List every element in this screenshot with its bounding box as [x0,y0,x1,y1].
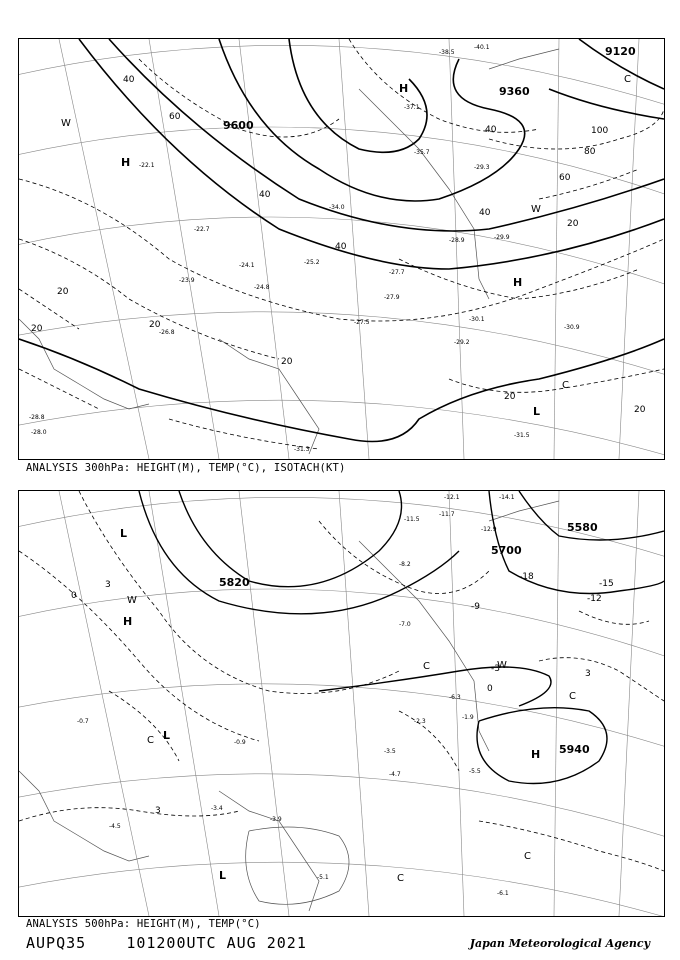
temp-sample: -24.8 [254,284,270,291]
height-contours [139,491,664,784]
isotach-label: 40 [335,242,347,252]
temp-sample: -40.1 [474,44,490,51]
temp-sample: -27.7 [389,269,405,276]
valid-time: 101200UTC AUG 2021 [126,934,307,952]
isotherm-label: 0 [71,591,77,601]
low-center-marker: L [120,527,128,540]
temp-sample: -23.9 [179,277,195,284]
isotherm-label: 0 [487,684,493,694]
temp-sample: -29.3 [474,164,490,171]
isotherm-label: 3 [105,580,111,590]
temp-sample: -14.1 [499,494,515,501]
temp-sample: -3.5 [384,748,396,755]
temp-sample: -0.7 [77,718,89,725]
temp-sample: -26.8 [159,329,175,336]
high-center-marker: H [513,276,523,289]
temp-sample: -27.9 [384,294,400,301]
temp-sample: -35.7 [414,149,430,156]
height-label: 9120 [605,45,636,58]
chart-code-and-time [26,934,307,952]
height-label: 9600 [223,119,254,132]
temp-sample: -12.1 [444,494,460,501]
temp-sample: -37.1 [404,104,420,111]
height-label: 5580 [567,521,598,534]
warm-center-marker: W [61,118,71,129]
temp-sample: -34.0 [329,204,345,211]
isotherm-label: -9 [471,602,480,612]
agency-name: Japan Meteorological Agency [469,937,650,950]
map-300hpa-svg [19,39,664,459]
isotach-label: 20 [567,219,579,229]
cold-center-marker: C [397,873,404,884]
warm-center-marker: W [531,204,541,215]
warm-center-marker: W [497,660,507,671]
cold-center-marker: C [147,735,154,746]
temp-sample: -8.2 [399,561,411,568]
isotherm-label: 3 [155,806,161,816]
cold-center-marker: C [524,851,531,862]
isotach-label: 60 [169,112,181,122]
temp-sample: -30.9 [564,324,580,331]
high-center-marker: H [399,82,409,95]
temp-sample: -24.1 [239,262,255,269]
temp-sample: -3.4 [211,805,223,812]
temp-sample: -31.5 [514,432,530,439]
isotach-label: 40 [259,190,271,200]
isotach-label: 20 [57,287,69,297]
temp-sample: -27.5 [354,319,370,326]
height-label: 5820 [219,576,250,589]
temp-sample: -4.7 [389,771,401,778]
low-center-marker: L [533,405,541,418]
temp-sample: -28.9 [449,237,465,244]
temp-sample: -6.3 [449,694,461,701]
isotherm-label: -3 [491,664,500,674]
isotach-label: 100 [591,126,609,136]
temp-sample: -29.9 [494,234,510,241]
isotach-label: 20 [31,324,43,334]
warm-center-marker: W [127,595,137,606]
height-label: 9360 [499,85,530,98]
temp-sample: -1.9 [462,714,474,721]
isotach-label: 80 [584,147,596,157]
cold-center-marker: C [423,661,430,672]
temp-sample: -4.5 [109,823,121,830]
low-center-marker: L [219,869,227,882]
graticule [19,491,664,916]
isotach-label: 20 [634,405,646,415]
temp-sample: -2.3 [414,718,426,725]
high-center-marker: H [123,615,133,628]
temp-sample: -30.1 [469,316,485,323]
temp-sample: -38.5 [439,49,455,56]
temp-sample: -6.1 [497,890,509,897]
temp-sample: -29.2 [454,339,470,346]
temp-sample: -31.3 [294,446,310,453]
temp-sample: -7.0 [399,621,411,628]
temp-samples-300 [29,44,580,453]
temp-sample: -28.0 [31,429,47,436]
isotach-label: 20 [149,320,161,330]
isotherm-label: -15 [599,579,614,589]
temp-sample: -28.8 [29,414,45,421]
cold-center-marker: C [569,691,576,702]
temp-sample: -12.9 [481,526,497,533]
map-500hpa-svg [19,491,664,916]
isotach-label: 40 [479,208,491,218]
temp-sample: -22.7 [194,226,210,233]
temp-sample: -22.1 [139,162,155,169]
isotherm-label: -12 [587,594,602,604]
height-label: 5700 [491,544,522,557]
isotach-label: 20 [504,392,516,402]
isotherm-label: 3 [585,669,591,679]
isotach-label: 40 [485,125,497,135]
analysis-500hpa-map [18,490,665,917]
height-label: 5940 [559,743,590,756]
chart-code: AUPQ35 [26,934,87,952]
high-center-marker: H [531,748,541,761]
temp-samples-500 [77,494,515,897]
coastline [19,501,559,911]
isotach-label: 20 [281,357,293,367]
isotach-label: 40 [123,75,135,85]
cold-center-marker: C [562,380,569,391]
isotach-label: 60 [559,173,571,183]
temp-sample: -5.5 [469,768,481,775]
temp-sample: -0.9 [234,739,246,746]
panel-caption-300hpa: ANALYSIS 300hPa: HEIGHT(M), TEMP(°C), ISOTACH(KT) [26,462,346,474]
panel-caption-500hpa: ANALYSIS 500hPa: HEIGHT(M), TEMP(°C) [26,918,261,930]
temp-sample: -11.7 [439,511,455,518]
isotherm-label: -18 [519,572,534,582]
high-center-marker: H [121,156,131,169]
analysis-300hpa-map [18,38,665,460]
temp-sample: -11.5 [404,516,420,523]
temp-sample: -5.1 [317,874,329,881]
temp-sample: -25.2 [304,259,320,266]
isotherm-lines [19,491,664,871]
low-center-marker: L [163,729,171,742]
cold-center-marker: C [624,74,631,85]
temp-sample: -3.9 [270,816,282,823]
